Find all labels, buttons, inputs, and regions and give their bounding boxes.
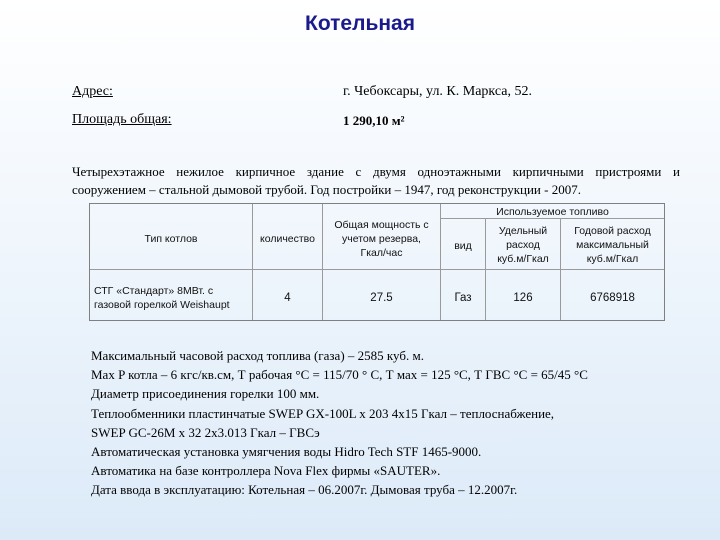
note-line: Дата ввода в эксплуатацию: Котельная – 06.2007г. Дымовая труба – 12.2007г. xyxy=(91,482,518,498)
row-annual-consumption: 6768918 xyxy=(590,292,635,304)
note-line: Автоматическая установка умягчения воды Hidro Tech STF 1465-9000. xyxy=(91,444,482,460)
row-boiler-type: СТГ «Стандарт» 8МВт. с газовой горелкой Weishaupt xyxy=(94,285,230,311)
row-specific-consumption: 126 xyxy=(513,292,533,304)
row-fuel-kind: Газ xyxy=(454,292,472,304)
row-count: 4 xyxy=(284,292,291,304)
header-fuel-kind: вид xyxy=(454,240,472,252)
note-line: Max P котла – 6 кгс/кв.см, Т рабочая °С = 115/70 ° С, Т мах = 125 °С, Т ГВС °С = 65/45 °С xyxy=(91,367,588,383)
building-description: Четырехэтажное нежилое кирпичное здание с двумя одноэтажными кирпичными пристроями и сооружением – стальной дымовой трубой. Год постройки – 1947, год реконструкции - 2007. xyxy=(72,164,680,197)
note-line: Автоматика на базе контроллера Nova Flex фирмы «SAUTER». xyxy=(91,463,441,479)
address-label: Адрес: xyxy=(72,84,113,99)
address-value: г. Чебоксары, ул. К. Маркса, 52. xyxy=(343,84,532,99)
area-value: 1 290,10 м² xyxy=(343,113,405,128)
row-total-power: 27.5 xyxy=(370,292,393,304)
boiler-table xyxy=(89,203,665,321)
header-fuel-group: Используемое топливо xyxy=(496,206,609,218)
header-specific-consumption: Удельный расход куб.м/Гкал xyxy=(497,225,549,265)
note-line: Диаметр присоединения горелки 100 мм. xyxy=(91,386,320,402)
table-divider xyxy=(90,269,664,270)
header-count: количество xyxy=(260,233,315,245)
technical-notes xyxy=(91,346,588,500)
header-boiler-type: Тип котлов xyxy=(144,233,198,245)
area-label: Площадь общая: xyxy=(72,112,172,127)
header-annual-consumption: Годовой расход максимальный куб.м/Гкал xyxy=(574,225,651,265)
page-title: Котельная xyxy=(305,12,415,35)
note-line: Максимальный часовой расход топлива (газа) – 2585 куб. м. xyxy=(91,348,424,363)
header-total-power: Общая мощность с учетом резерва, Гкал/час xyxy=(334,219,429,259)
note-line: Теплообменники пластинчатые SWEP GX-100L х 203 4х15 Гкал – теплоснабжение, xyxy=(91,405,555,421)
note-line: SWEP GC-26M х 32 2х3.013 Гкал – ГВСэ xyxy=(91,424,320,440)
